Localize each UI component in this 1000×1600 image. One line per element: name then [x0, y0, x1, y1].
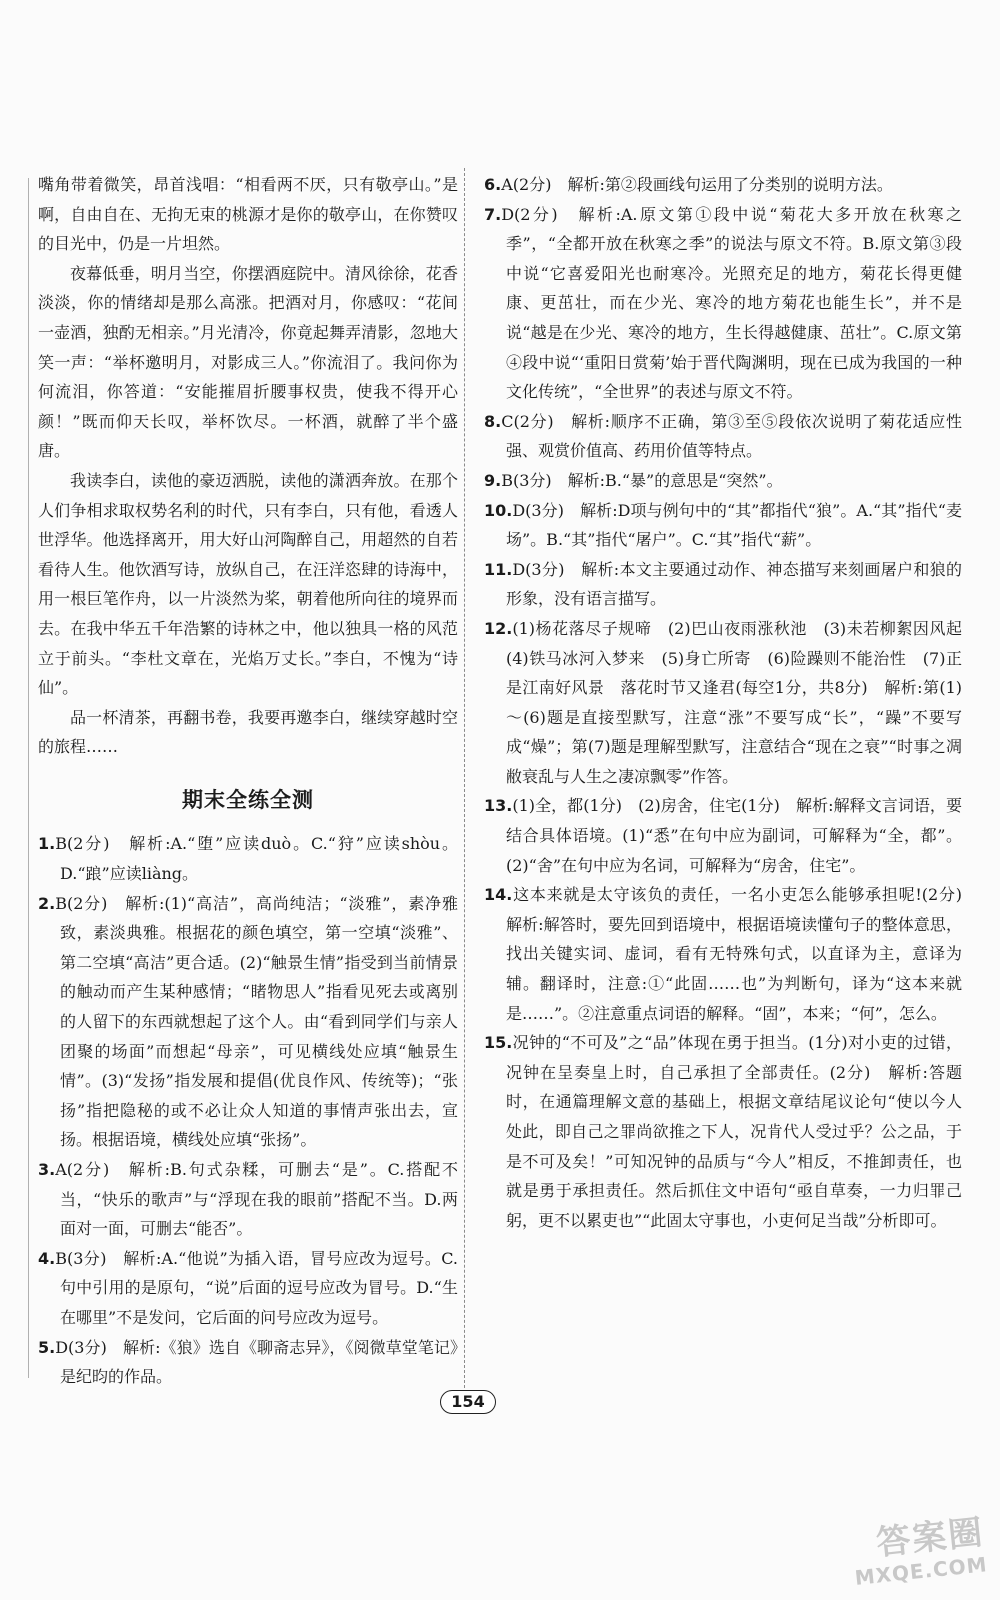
section-title: 期末全练全测 [182, 787, 314, 812]
answer-number: 9. [484, 470, 502, 490]
answer-item [38, 1155, 458, 1244]
page-number: 154 [440, 1390, 496, 1414]
answer-number: 4. [38, 1248, 56, 1268]
answer-text: B(3分) 解析:A.“他说”为插入语，冒号应改为逗号。C.句中引用的是原句，“说”后面的逗号应改为冒号。D.“生在哪里”不是发问，它后面的问号应改为逗号。 [55, 1248, 458, 1327]
answer-number: 13. [484, 796, 513, 816]
answer-item [38, 1244, 458, 1333]
essay-paragraph: 嘴角带着微笑，昂首浅唱：“相看两不厌，只有敬亭山。”是啊，自由自在、无拘无束的桃源才是你的敬亭山，在你赞叹的目光中，仍是一片坦然。 [38, 175, 458, 254]
answer-number: 7. [484, 204, 502, 224]
left-column [38, 170, 458, 1392]
answer-number: 14. [484, 885, 513, 905]
answer-item [484, 496, 962, 555]
column-divider [464, 168, 465, 1398]
answer-text: D(3分) 解析:本文主要通过动作、神态描写来刻画屠户和狼的形象，没有语言描写。 [506, 559, 962, 609]
watermark-url: MXQE.COM [853, 1552, 989, 1590]
answer-item [484, 791, 962, 880]
essay-paragraph: 我读李白，读他的豪迈洒脱，读他的潇洒奔放。在那个人们争相求取权势名利的时代，只有李白，只有他，看透人世浮华。他选择离开，用大好山河陶醉自己，用超然的自若看待人生。他饮酒写诗，放纵自己，在汪洋恣肆的诗海中，用一根巨笔作舟，以一片淡然为桨，朝着他所向往的境界而去。在我中华五千年浩繁的诗林之中，他以独具一格的风范立于前头。“李杜文章在，光焰万丈长。”李白，不愧为“诗仙”。 [38, 470, 458, 698]
answer-number: 2. [38, 893, 56, 913]
essay-paragraph: 夜幕低垂，明月当空，你摆酒庭院中。清风徐徐，花香淡淡，你的情绪却是那么高涨。把酒对月，你感叹：“花间一壶酒，独酌无相亲。”月光清冷，你竟起舞弄清影，忽地大笑一声：“举杯邀明月，对影成三人。”你流泪了。我问你为何流泪，你答道：“安能摧眉折腰事权贵，使我不得开心颜！”既而仰天长叹，举杯饮尽。一杯酒，就醉了半个盛唐。 [38, 263, 458, 461]
watermark-title: 答案圈 [874, 1512, 987, 1564]
answer-number: 12. [484, 618, 513, 638]
answer-item [484, 614, 979, 792]
answer-number: 6. [484, 175, 502, 194]
answer-number: 3. [38, 1160, 56, 1179]
answer-item [484, 170, 962, 200]
answer-text: C(2分) 解析:顺序不正确，第③至⑤段依次说明了菊花适应性强、观赏价值高、药用价值等特点。 [501, 411, 962, 461]
watermark-logo [833, 1512, 989, 1597]
answer-number: 8. [484, 411, 502, 431]
answer-number: 10. [484, 500, 513, 520]
answer-number: 1. [38, 834, 56, 854]
answer-text: D(3分) 解析:《狼》选自《聊斋志异》，《阅微草堂笔记》是纪昀的作品。 [55, 1337, 458, 1387]
essay-text [38, 170, 458, 762]
answer-text: A(2分) 解析:第②段画线句运用了分类别的说明方法。 [501, 175, 893, 194]
answer-list-left [38, 829, 458, 1391]
answer-item [484, 466, 962, 496]
right-column [484, 170, 979, 1235]
answer-number: 15. [484, 1033, 513, 1053]
margin-rule [28, 178, 29, 1378]
answer-text: (1)全，都(1分) (2)房舍，住宅(1分) 解析:解释文言词语，要结合具体语境。(1)“悉”在句中应为副词，可解释为“全，都”。(2)“舍”在句中应为名词，可解释为“房舍，住宅”。 [506, 796, 962, 875]
essay-paragraph: 品一杯清茶，再翻书卷，我要再邀李白，继续穿越时空的旅程…… [38, 707, 458, 757]
answer-number: 5. [38, 1337, 56, 1357]
answer-list-right [484, 170, 979, 1235]
answer-number: 11. [484, 559, 513, 579]
answer-text: 况钟的“不可及”之“品”体现在勇于担当。(1分)对小吏的过错，况钟在呈奏皇上时，自己承担了全部责任。(2分) 解析:答题时，在通篇理解文意的基础上，根据文章结尾议论句“使以今人处此，即自己之罪尚欲推之下人，况肯代人受过乎？公之品，于是不可及矣！”可知况钟的品质与“今人”相反，不推卸责任，也就是勇于承担责任。然后抓住文中语句“亟自草奏，一力归罪己躬，更不以累吏也”“此固太守事也，小吏何足当哉”分析即可。 [506, 1033, 962, 1230]
answer-text: D(3分) 解析:D项与例句中的“其”都指代“狼”。A.“其”指代“麦场”。B.“其”指代“屠户”。C.“其”指代“薪”。 [506, 500, 962, 550]
answer-text: D(2分) 解析:A.原文第①段中说“菊花大多开放在秋寒之季”，“全都开放在秋寒之季”的说法与原文不符。B.原文第③段中说“它喜爱阳光也耐寒冷。光照充足的地方，菊花长得更健康、更茁壮，而在少光、寒冷的地方菊花也能生长”，并不是说“越是在少光、寒冷的地方，生长得越健康、茁壮”。C.原文第④段中说“‘重阳日赏菊’始于晋代陶渊明，现在已成为我国的一种文化传统”，“全世界”的表述与原文不符。 [501, 204, 962, 402]
answer-text: (1)杨花落尽子规啼 (2)巴山夜雨涨秋池 (3)未若柳絮因风起 (4)铁马冰河入梦来 (5)身亡所寄 (6)险躁则不能治性 (7)正是江南好风景 落花时节又逢君(每空1分，共8分) 解析:第(1)～(6)题是直接型默写，注意“涨”不要写成“长”，“躁”不要写成“燥”；第(7)题是理解型默写，注意结合“现在之衰”“时事之凋敝衰乱与人生之凄凉飘零”作答。 [506, 618, 979, 786]
answer-item [484, 880, 979, 1028]
answer-item [484, 1028, 962, 1235]
answer-item [38, 889, 458, 1155]
answer-text: B(3分) 解析:B.“暴”的意思是“突然”。 [501, 470, 783, 490]
answer-text: A(2分) 解析:B.句式杂糅，可删去“是”。C.搭配不当，“快乐的歌声”与“浮现在我的眼前”搭配不当。D.两面对一面，可删去“能否”。 [55, 1160, 458, 1239]
answer-item [484, 200, 962, 407]
answer-item [38, 829, 458, 888]
answer-item [484, 407, 962, 466]
answer-item [38, 1333, 458, 1392]
answer-text: 这本来就是太守该负的责任，一名小吏怎么能够承担呢!(2分) 解析:解答时，要先回到语境中，根据语境读懂句子的整体意思，找出关键实词、虚词，看有无特殊句式，以直译为主，意译为辅。翻译时，注意:①“此固……也”为判断句，译为“这本来就是……”。②注意重点词语的解释。“固”，本来；“何”，怎么。 [506, 885, 979, 1023]
answer-text: B(2分) 解析:A.“堕”应读duò。C.“狩”应读shòu。D.“踉”应读liàng。 [55, 834, 458, 884]
answer-item [484, 555, 962, 614]
answer-text: B(2分) 解析:(1)“高洁”，高尚纯洁；“淡雅”，素净雅致，素淡典雅。根据花的颜色填空，第一空填“淡雅”、第二空填“高洁”更合适。(2)“触景生情”指受到当前情景的触动而产生某种感情；“睹物思人”指看见死去或离别的人留下的东西就想起了这个人。由“看到同学们与亲人团聚的场面”而想起“母亲”，可见横线处应填“触景生情”。(3)“发扬”指发展和提倡(优良作风、传统等)；“张扬”指把隐秘的或不必让众人知道的事情声张出去，宣扬。根据语境，横线处应填“张扬”。 [55, 893, 458, 1150]
